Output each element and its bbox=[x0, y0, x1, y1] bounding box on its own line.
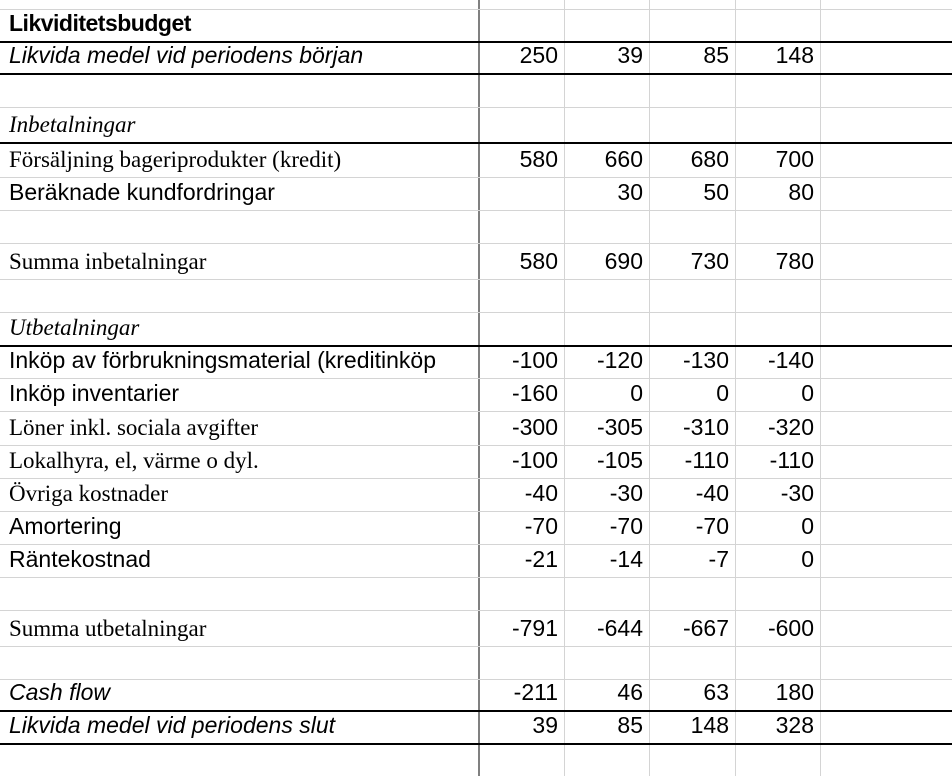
cell[interactable] bbox=[480, 108, 565, 142]
table-row bbox=[0, 347, 952, 379]
value-cell[interactable]: 660 bbox=[565, 144, 650, 177]
value-cell[interactable]: -100 bbox=[480, 446, 565, 478]
value-cell[interactable]: 30 bbox=[565, 178, 650, 210]
value-cell[interactable]: -105 bbox=[565, 446, 650, 478]
value-cell[interactable]: -21 bbox=[480, 545, 565, 577]
cell[interactable] bbox=[821, 280, 952, 312]
table-row bbox=[0, 446, 952, 479]
cell[interactable] bbox=[821, 178, 952, 210]
cell[interactable] bbox=[821, 412, 952, 445]
cell[interactable] bbox=[650, 647, 736, 679]
table-row bbox=[0, 412, 952, 446]
empty-row bbox=[0, 745, 952, 776]
cell[interactable] bbox=[650, 313, 736, 345]
cell[interactable] bbox=[821, 545, 952, 577]
cell[interactable] bbox=[565, 313, 650, 345]
cell[interactable] bbox=[736, 0, 821, 9]
value-cell[interactable]: -14 bbox=[565, 545, 650, 577]
cell[interactable] bbox=[821, 446, 952, 478]
inflows-header-row bbox=[0, 108, 952, 144]
value-cell[interactable]: -160 bbox=[480, 379, 565, 411]
value-cell[interactable]: 0 bbox=[565, 379, 650, 411]
value-cell[interactable]: 39 bbox=[480, 712, 565, 743]
row-label[interactable]: Löner inkl. sociala avgifter bbox=[0, 412, 480, 445]
value-cell[interactable]: -300 bbox=[480, 412, 565, 445]
inflows-total-row bbox=[0, 244, 952, 280]
empty-row bbox=[0, 0, 952, 10]
row-label[interactable]: Försäljning bageriprodukter (kredit) bbox=[0, 144, 480, 177]
value-cell[interactable]: -30 bbox=[736, 479, 821, 511]
value-cell[interactable]: 85 bbox=[650, 43, 736, 73]
row-label[interactable]: Likvida medel vid periodens slut bbox=[0, 712, 480, 743]
value-cell[interactable]: 0 bbox=[736, 379, 821, 411]
cell[interactable] bbox=[821, 512, 952, 544]
cell[interactable] bbox=[821, 313, 952, 345]
row-label[interactable]: Likvida medel vid periodens början bbox=[0, 43, 480, 73]
cell[interactable] bbox=[821, 479, 952, 511]
empty-row bbox=[0, 75, 952, 108]
value-cell[interactable]: -70 bbox=[650, 512, 736, 544]
cell[interactable] bbox=[821, 578, 952, 610]
cell[interactable] bbox=[650, 75, 736, 107]
cell[interactable] bbox=[480, 578, 565, 610]
cell[interactable] bbox=[480, 280, 565, 312]
cell[interactable] bbox=[650, 745, 736, 776]
value-cell[interactable]: 46 bbox=[565, 680, 650, 710]
cell[interactable] bbox=[821, 611, 952, 646]
value-cell[interactable]: 780 bbox=[736, 244, 821, 279]
value-cell[interactable]: 250 bbox=[480, 43, 565, 73]
cell[interactable] bbox=[0, 647, 480, 679]
cell[interactable] bbox=[565, 108, 650, 142]
value-cell[interactable] bbox=[480, 178, 565, 210]
value-cell[interactable]: 63 bbox=[650, 680, 736, 710]
table-row bbox=[0, 545, 952, 578]
row-label[interactable]: Räntekostnad bbox=[0, 545, 480, 577]
cell[interactable] bbox=[0, 280, 480, 312]
table-row bbox=[0, 379, 952, 412]
table-row bbox=[0, 512, 952, 545]
cell[interactable] bbox=[821, 647, 952, 679]
section-header[interactable]: Utbetalningar bbox=[0, 313, 480, 345]
empty-row bbox=[0, 280, 952, 313]
row-label[interactable]: Lokalhyra, el, värme o dyl. bbox=[0, 446, 480, 478]
cell[interactable] bbox=[480, 10, 565, 41]
value-cell[interactable]: -320 bbox=[736, 412, 821, 445]
cell[interactable] bbox=[480, 313, 565, 345]
row-label[interactable]: Inköp inventarier bbox=[0, 379, 480, 411]
value-cell[interactable]: -100 bbox=[480, 347, 565, 378]
value-cell[interactable]: 50 bbox=[650, 178, 736, 210]
value-cell[interactable]: 680 bbox=[650, 144, 736, 177]
cell[interactable] bbox=[480, 647, 565, 679]
value-cell[interactable]: -130 bbox=[650, 347, 736, 378]
value-cell[interactable]: 0 bbox=[736, 512, 821, 544]
table-row bbox=[0, 178, 952, 211]
value-cell[interactable]: 39 bbox=[565, 43, 650, 73]
cell[interactable] bbox=[736, 313, 821, 345]
cell[interactable] bbox=[821, 75, 952, 107]
value-cell[interactable]: 148 bbox=[736, 43, 821, 73]
cell[interactable] bbox=[565, 0, 650, 9]
empty-row bbox=[0, 211, 952, 244]
cell[interactable] bbox=[736, 745, 821, 776]
cell[interactable] bbox=[736, 211, 821, 243]
value-cell[interactable]: -305 bbox=[565, 412, 650, 445]
table-row bbox=[0, 144, 952, 178]
cell[interactable] bbox=[736, 578, 821, 610]
value-cell[interactable]: -600 bbox=[736, 611, 821, 646]
row-label[interactable]: Amortering bbox=[0, 512, 480, 544]
value-cell[interactable]: 180 bbox=[736, 680, 821, 710]
cash-flow-row bbox=[0, 680, 952, 712]
row-label[interactable]: Inköp av förbrukningsmaterial (kreditinköp bbox=[0, 347, 480, 378]
value-cell[interactable]: 85 bbox=[565, 712, 650, 743]
cell[interactable] bbox=[736, 108, 821, 142]
value-cell[interactable]: 730 bbox=[650, 244, 736, 279]
title-row bbox=[0, 10, 952, 43]
value-cell[interactable]: -110 bbox=[650, 446, 736, 478]
value-cell[interactable]: 580 bbox=[480, 244, 565, 279]
cell[interactable] bbox=[736, 10, 821, 41]
cell[interactable] bbox=[480, 745, 565, 776]
cell[interactable] bbox=[565, 578, 650, 610]
cell[interactable] bbox=[0, 75, 480, 107]
cell[interactable] bbox=[821, 745, 952, 776]
cell[interactable] bbox=[821, 680, 952, 710]
value-cell[interactable]: -70 bbox=[480, 512, 565, 544]
cell[interactable] bbox=[0, 745, 480, 776]
cell[interactable] bbox=[736, 75, 821, 107]
value-cell[interactable]: 690 bbox=[565, 244, 650, 279]
cell[interactable] bbox=[821, 0, 952, 9]
value-cell[interactable]: -40 bbox=[480, 479, 565, 511]
value-cell[interactable]: -140 bbox=[736, 347, 821, 378]
cell[interactable] bbox=[0, 0, 480, 9]
cell[interactable] bbox=[821, 43, 952, 73]
cell[interactable] bbox=[821, 10, 952, 41]
row-label[interactable]: Summa utbetalningar bbox=[0, 611, 480, 646]
value-cell[interactable]: 80 bbox=[736, 178, 821, 210]
cell[interactable] bbox=[821, 712, 952, 743]
outflows-header-row bbox=[0, 313, 952, 347]
cell[interactable] bbox=[821, 144, 952, 177]
row-label[interactable]: Beräknade kundfordringar bbox=[0, 178, 480, 210]
cell[interactable] bbox=[736, 647, 821, 679]
cell[interactable] bbox=[565, 10, 650, 41]
section-header[interactable]: Inbetalningar bbox=[0, 108, 480, 142]
row-label[interactable]: Cash flow bbox=[0, 680, 480, 710]
cell[interactable] bbox=[736, 280, 821, 312]
cell[interactable] bbox=[565, 75, 650, 107]
cell[interactable] bbox=[650, 108, 736, 142]
cell[interactable] bbox=[821, 244, 952, 279]
cell[interactable] bbox=[480, 0, 565, 9]
value-cell[interactable]: -120 bbox=[565, 347, 650, 378]
value-cell[interactable]: -40 bbox=[650, 479, 736, 511]
cell[interactable] bbox=[821, 211, 952, 243]
sheet-title[interactable]: Likviditetsbudget bbox=[0, 10, 480, 41]
value-cell[interactable]: -310 bbox=[650, 412, 736, 445]
value-cell[interactable]: -644 bbox=[565, 611, 650, 646]
value-cell[interactable]: -30 bbox=[565, 479, 650, 511]
cell[interactable] bbox=[565, 745, 650, 776]
cell[interactable] bbox=[480, 211, 565, 243]
row-label[interactable]: Summa inbetalningar bbox=[0, 244, 480, 279]
cell[interactable] bbox=[0, 578, 480, 610]
row-label[interactable]: Övriga kostnader bbox=[0, 479, 480, 511]
cell[interactable] bbox=[821, 379, 952, 411]
value-cell[interactable]: 148 bbox=[650, 712, 736, 743]
value-cell[interactable]: 328 bbox=[736, 712, 821, 743]
value-cell[interactable]: 0 bbox=[736, 545, 821, 577]
empty-row bbox=[0, 647, 952, 680]
opening-balance-row bbox=[0, 43, 952, 75]
value-cell[interactable]: 0 bbox=[650, 379, 736, 411]
cell[interactable] bbox=[821, 108, 952, 142]
cell[interactable] bbox=[565, 647, 650, 679]
value-cell[interactable]: -667 bbox=[650, 611, 736, 646]
value-cell[interactable]: -7 bbox=[650, 545, 736, 577]
value-cell[interactable]: -791 bbox=[480, 611, 565, 646]
value-cell[interactable]: -110 bbox=[736, 446, 821, 478]
cell[interactable] bbox=[0, 211, 480, 243]
cell[interactable] bbox=[821, 347, 952, 378]
value-cell[interactable]: 580 bbox=[480, 144, 565, 177]
cell[interactable] bbox=[650, 211, 736, 243]
outflows-total-row bbox=[0, 611, 952, 647]
cell[interactable] bbox=[650, 578, 736, 610]
cell[interactable] bbox=[565, 280, 650, 312]
cell[interactable] bbox=[480, 75, 565, 107]
cell[interactable] bbox=[565, 211, 650, 243]
empty-row bbox=[0, 578, 952, 611]
cell[interactable] bbox=[650, 0, 736, 9]
cell[interactable] bbox=[650, 10, 736, 41]
value-cell[interactable]: 700 bbox=[736, 144, 821, 177]
cell[interactable] bbox=[650, 280, 736, 312]
value-cell[interactable]: -70 bbox=[565, 512, 650, 544]
closing-balance-row bbox=[0, 712, 952, 745]
value-cell[interactable]: -211 bbox=[480, 680, 565, 710]
table-row bbox=[0, 479, 952, 512]
